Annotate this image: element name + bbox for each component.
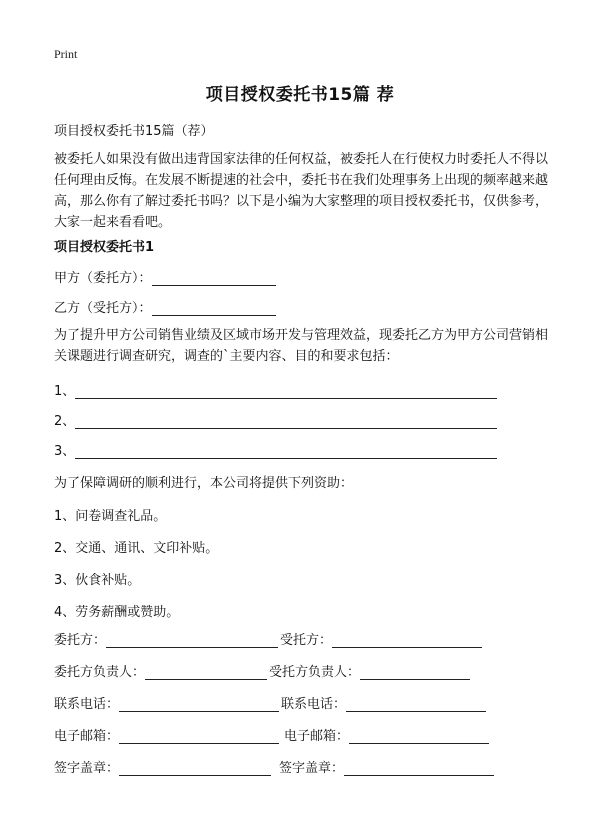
agent-blank xyxy=(332,633,482,648)
signature-row-parties xyxy=(54,629,482,648)
phone-left-label: 联系电话： xyxy=(54,697,120,712)
item-number: 3、 xyxy=(54,444,76,459)
support-intro: 为了保障调研的顺利进行，本公司将提供下列资助： xyxy=(54,476,354,491)
signature-row-phone xyxy=(54,693,486,712)
seal-right-label: 签字盖章： xyxy=(279,761,345,776)
phone-right-label: 联系电话： xyxy=(281,697,347,712)
item-blank xyxy=(75,414,497,429)
party-a-row xyxy=(54,267,276,286)
item-number: 2、 xyxy=(54,414,76,429)
item-row xyxy=(54,440,497,459)
item-blank xyxy=(75,384,497,399)
email-left-blank xyxy=(119,729,279,744)
item-number: 1、 xyxy=(54,384,76,399)
email-right-label: 电子邮箱： xyxy=(284,729,350,744)
party-b-row xyxy=(54,297,276,316)
agent-label: 受托方： xyxy=(280,633,333,648)
principal-label: 委托方： xyxy=(54,633,107,648)
signature-row-email xyxy=(54,725,489,744)
principal-lead-blank xyxy=(145,665,267,680)
signature-row-leads xyxy=(54,661,470,680)
email-right-blank xyxy=(349,729,489,744)
item-row xyxy=(54,410,497,429)
signature-row-seal xyxy=(54,757,494,776)
support-item: 4、劳务薪酬或赞助。 xyxy=(54,605,180,620)
document-title: 项目授权委托书15篇 荐 xyxy=(205,85,395,105)
email-left-label: 电子邮箱： xyxy=(54,729,120,744)
phone-left-blank xyxy=(119,697,279,712)
principal-lead-label: 委托方负责人： xyxy=(54,665,146,680)
party-a-blank xyxy=(152,271,276,286)
phone-right-blank xyxy=(346,697,486,712)
purpose-paragraph: 为了提升甲方公司销售业绩及区域市场开发与管理效益，现委托乙方为甲方公司营销相关课题进行调查研究，调查的`主要内容、目的和要求包括： xyxy=(54,328,549,364)
seal-right-blank xyxy=(344,761,494,776)
support-item: 3、伙食补贴。 xyxy=(54,573,141,588)
document-subtitle: 项目授权委托书15篇（荐） xyxy=(54,124,214,139)
agent-lead-label: 受托方负责人： xyxy=(269,665,361,680)
party-b-blank xyxy=(152,301,276,316)
seal-left-label: 签字盖章： xyxy=(54,761,120,776)
seal-left-blank xyxy=(119,761,271,776)
agent-lead-blank xyxy=(360,665,470,680)
item-blank xyxy=(75,444,497,459)
party-a-label: 甲方（委托方）： xyxy=(54,271,152,286)
principal-blank xyxy=(106,633,278,648)
intro-paragraph: 被委托人如果没有做出违背国家法律的任何权益，被委托人在行使权力时委托人不得以任何理由反悔。在发展不断提速的社会中，委托书在我们处理事务上出现的频率越来越高，那么你有了解过委托书吗？以下是小编为大家整理的项目授权委托书，仅供参考，大家一起来看看吧。 xyxy=(54,152,549,230)
section-heading: 项目授权委托书1 xyxy=(54,240,155,255)
print-link[interactable]: Print xyxy=(54,47,78,61)
support-item: 1、问卷调查礼品。 xyxy=(54,509,167,524)
support-item: 2、交通、通讯、文印补贴。 xyxy=(54,541,219,556)
item-row xyxy=(54,380,497,399)
party-b-label: 乙方（受托方）： xyxy=(54,301,152,316)
